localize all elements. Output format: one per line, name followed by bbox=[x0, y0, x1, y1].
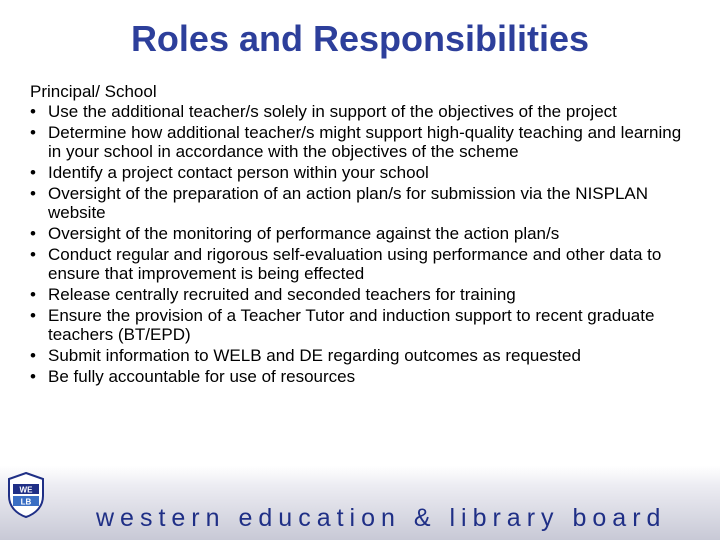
bullet-icon: • bbox=[30, 306, 36, 325]
bullet-icon: • bbox=[30, 367, 36, 386]
bullet-icon: • bbox=[30, 184, 36, 203]
bullet-icon: • bbox=[30, 285, 36, 304]
bullet-icon: • bbox=[30, 102, 36, 121]
slide-content bbox=[30, 82, 690, 388]
list-item-text: Oversight of the preparation of an action plan/s for submission via the NISPLAN website bbox=[48, 184, 649, 222]
list-item-text: Determine how additional teacher/s might support high-quality teaching and learning in your school in accordance with the objectives of the scheme bbox=[48, 123, 682, 161]
bullet-icon: • bbox=[30, 346, 36, 365]
list-item bbox=[30, 245, 690, 283]
list-item bbox=[30, 306, 690, 344]
list-item bbox=[30, 346, 690, 365]
svg-text:WE: WE bbox=[19, 485, 33, 495]
bullet-icon: • bbox=[30, 163, 36, 182]
list-item-text: Use the additional teacher/s solely in support of the objectives of the project bbox=[48, 102, 617, 121]
list-item-text: Oversight of the monitoring of performance against the action plan/s bbox=[48, 224, 560, 243]
list-item-text: Ensure the provision of a Teacher Tutor and induction support to recent graduate teachers (BT/EPD) bbox=[48, 306, 655, 344]
list-item-text: Identify a project contact person within your school bbox=[48, 163, 429, 182]
list-item bbox=[30, 163, 690, 182]
responsibility-list bbox=[30, 102, 690, 386]
bullet-icon: • bbox=[30, 245, 36, 264]
list-item bbox=[30, 123, 690, 161]
list-item bbox=[30, 184, 690, 222]
slide-title: Roles and Responsibilities bbox=[130, 18, 590, 59]
list-item-text: Release centrally recruited and seconded teachers for training bbox=[48, 285, 516, 304]
list-item-text: Submit information to WELB and DE regarding outcomes as requested bbox=[48, 346, 581, 365]
list-item bbox=[30, 224, 690, 243]
organization-name: western education & library board bbox=[96, 504, 667, 532]
svg-text:LB: LB bbox=[20, 497, 32, 507]
bullet-icon: • bbox=[30, 123, 36, 142]
list-item bbox=[30, 102, 690, 121]
list-item-text: Be fully accountable for use of resources bbox=[48, 367, 356, 386]
section-heading: Principal/ School bbox=[30, 82, 157, 101]
list-item-text: Conduct regular and rigorous self-evaluation using performance and other data to ensure that improvement is being effected bbox=[48, 245, 662, 283]
welb-logo bbox=[6, 472, 46, 518]
list-item bbox=[30, 285, 690, 304]
bullet-icon: • bbox=[30, 224, 36, 243]
list-item bbox=[30, 367, 690, 386]
